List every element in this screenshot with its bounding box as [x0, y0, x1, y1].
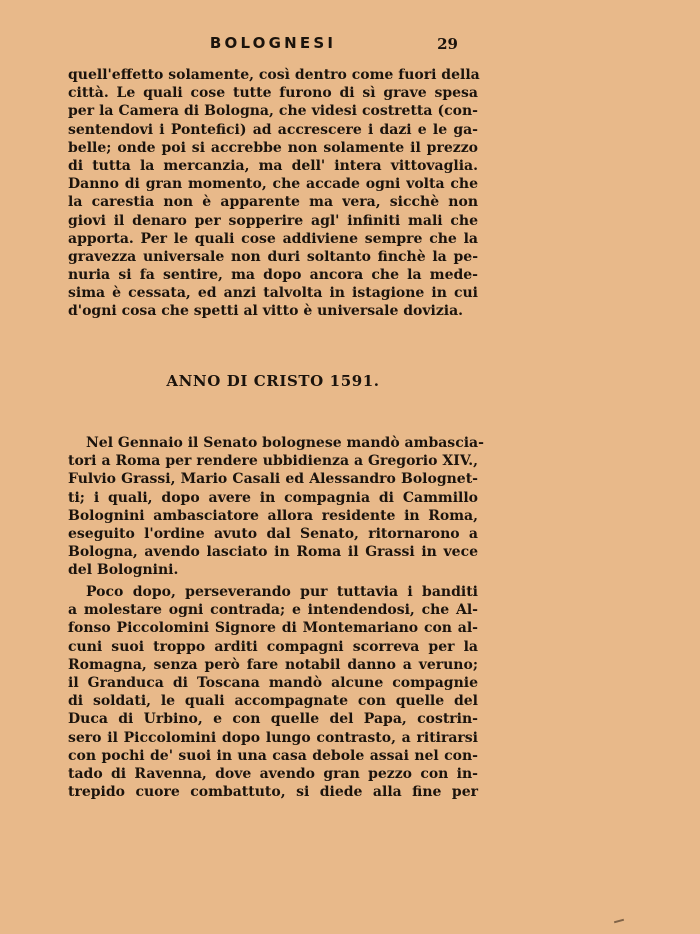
paragraph-bandits [68, 583, 478, 801]
text-line: Nel Gennaio il Senato bolognese mandò ambascia- [86, 435, 484, 451]
text-line: Fulvio Grassi, Mario Casali ed Alessandro Bolognet- [68, 471, 478, 488]
text-line: cuni suoi troppo arditi compagni scorreva per la [68, 638, 478, 655]
running-title: BOLOGNESI [209, 34, 337, 52]
text-line: città. Le quali cose tutte furono di sì grave spesa [68, 85, 478, 102]
text-line: Bolognini ambasciatore allora residente in Roma, [68, 507, 478, 524]
text-line: tado di Ravenna, dove avendo gran pezzo con in- [68, 765, 478, 782]
text-line: Bologna, avendo lasciato in Roma il Grassi in vece [68, 544, 478, 561]
text-line: il Granduca di Toscana mandò alcune compagnie [68, 674, 478, 691]
text-line: Poco dopo, perseverando pur tuttavia i banditi [86, 584, 478, 600]
text-line: Danno di gran momento, che accade ogni volta che [68, 176, 478, 193]
text-line: sero il Piccolomini dopo lungo contrasto, a ritirarsi [68, 729, 478, 746]
text-line: gravezza universale non duri soltanto finchè la pe- [68, 248, 478, 265]
text-line: d'ogni cosa che spetti al vitto è universale dovizia. [68, 303, 464, 320]
page-number: 29 [437, 35, 458, 53]
text-line: sentendovi i Pontefici) ad accrescere i dazi e le ga- [68, 121, 478, 138]
text-line: di tutta la mercanzia, ma dell' intera vittovaglia. [68, 157, 478, 174]
text-line: giovi il denaro per sopperire agl' infiniti mali che [68, 212, 478, 229]
text-line: ti; i quali, dopo avere in compagnia di Cammillo [68, 489, 478, 506]
text-line: eseguito l'ordine avuto dal Senato, ritornarono a [68, 525, 478, 542]
text-line: la carestia non è apparente ma vera, sicchè non [68, 194, 478, 211]
text-line: apporta. Per le quali cose addiviene sempre che la [68, 230, 478, 247]
text-line: nuria si fa sentire, ma dopo ancora che la mede- [68, 267, 478, 284]
text-line: di soldati, le quali accompagnate con quelle del [68, 693, 478, 710]
text-line: con pochi de' suoi in una casa debole assai nel con- [68, 747, 478, 764]
text-line: a molestare ogni contrada; e intendendosi, che Al- [68, 602, 478, 619]
text-line: belle; onde poi si accrebbe non solamente il prezzo [68, 139, 478, 156]
paragraph-embassy [68, 434, 484, 580]
text-line: trepido cuore combattuto, si diede alla fine per [68, 784, 478, 801]
text-line: fonso Piccolomini Signore di Montemariano con al- [68, 620, 478, 637]
text-line: per la Camera di Bologna, che videsi costretta (con- [68, 103, 478, 120]
text-line: del Bolognini. [68, 562, 179, 579]
section-heading: ANNO DI CRISTO 1591. [166, 372, 380, 390]
running-head [68, 34, 478, 56]
text-line: Duca di Urbino, e con quelle del Papa, costrin- [68, 711, 478, 728]
paragraph-continuation [68, 66, 478, 321]
paper-speck [614, 919, 624, 924]
text-line: tori a Roma per rendere ubbidienza a Gregorio XIV., [68, 453, 478, 470]
text-line: sima è cessata, ed anzi talvolta in istagione in cui [68, 285, 478, 302]
text-line: quell'effetto solamente, così dentro come fuori della [68, 67, 480, 83]
text-line: Romagna, senza però fare notabil danno a veruno; [68, 656, 478, 673]
